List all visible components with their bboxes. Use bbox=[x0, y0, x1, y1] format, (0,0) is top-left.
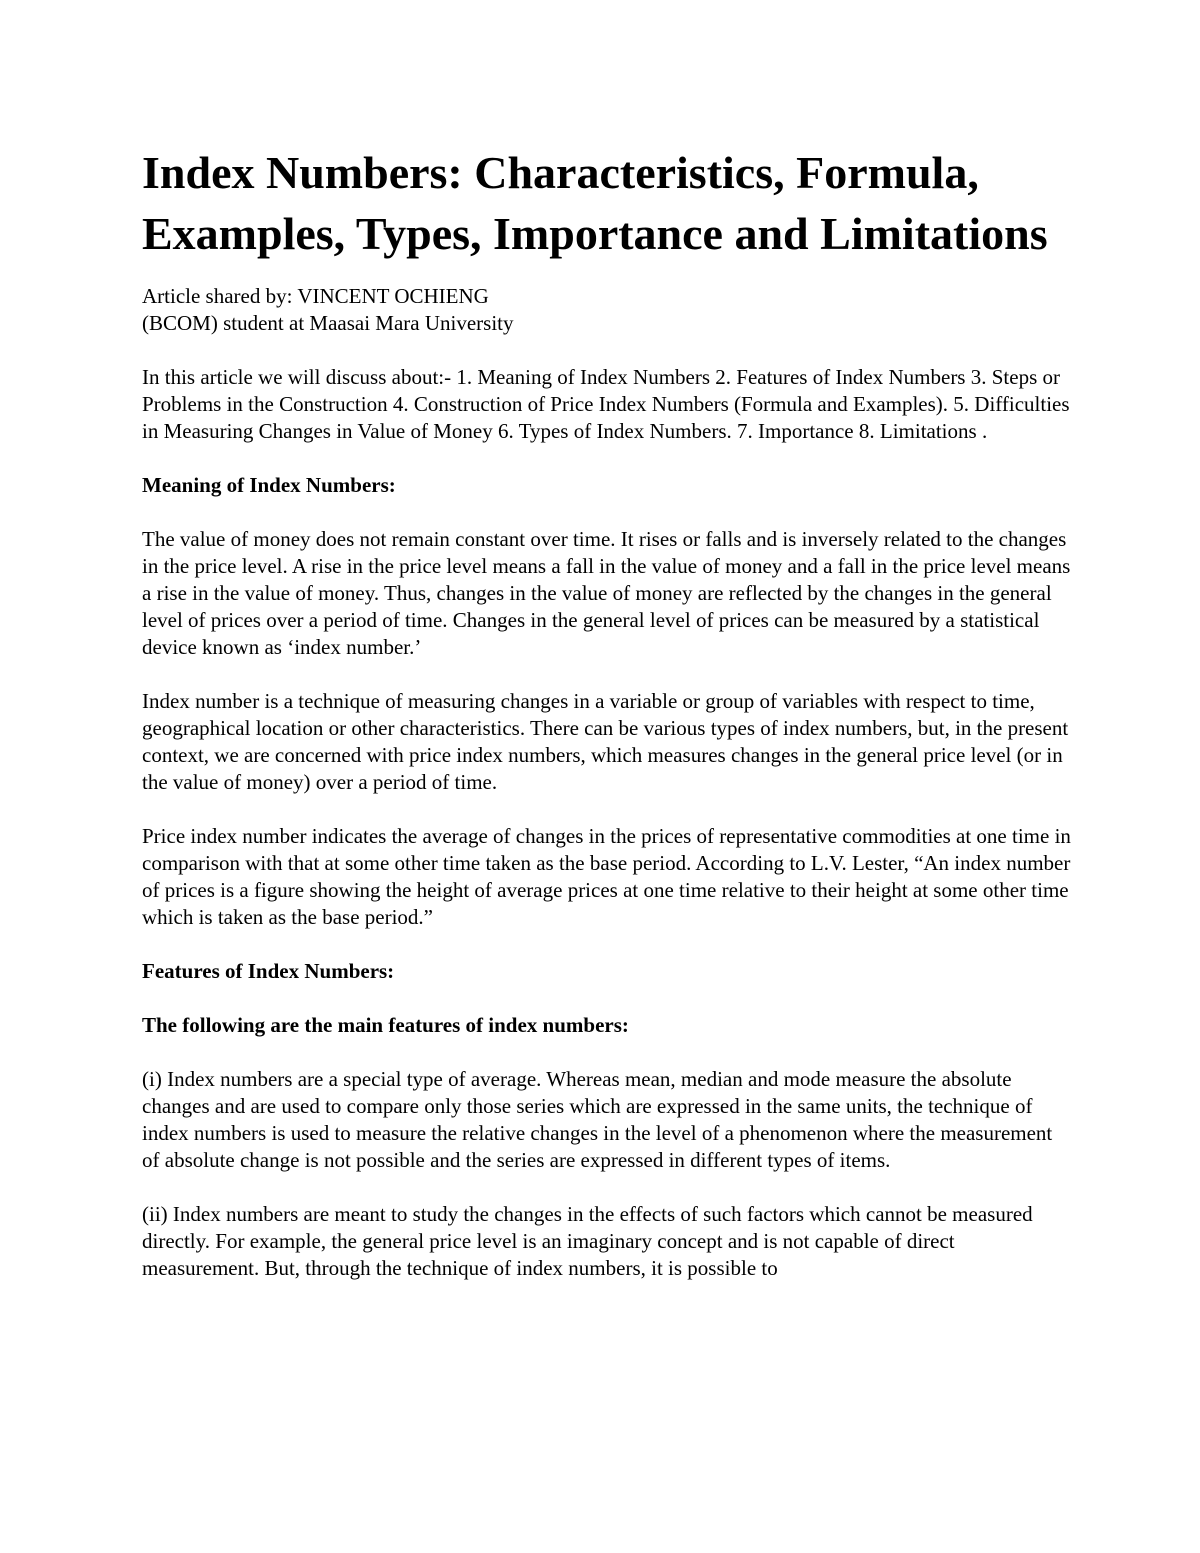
meaning-paragraph-2: Index number is a technique of measuring changes in a variable or group of variables with respect to time, geographical location or other characteristics. There can be various types of index numbers, but, in the present context, we are concerned with price index numbers, which measures changes in the general price level (or in the value of money) over a period of time. bbox=[142, 689, 1069, 794]
affiliation-line: (BCOM) student at Maasai Mara University bbox=[142, 311, 514, 335]
meaning-paragraph-1: The value of money does not remain constant over time. It rises or falls and is inversely related to the changes in the price level. A rise in the price level means a fall in the value of money and a fall in the price level means a rise in the value of money. Thus, changes in the value of money are reflected by the changes in the general level of prices over a period of time. Changes in the general level of prices can be measured by a statistical device known as ‘index number.’ bbox=[142, 527, 1071, 659]
article-title: Index Numbers: Characteristics, Formula, Examples, Types, Importance and Limitations bbox=[142, 147, 1048, 259]
meaning-paragraph-3: Price index number indicates the average of changes in the prices of representative commodities at one time in comparison with that at some other time taken as the base period. According to L.V. Lester, “An index number of prices is a figure showing the height of average prices at one time relative to their height at some other time which is taken as the base period.” bbox=[142, 824, 1071, 929]
contents-intro: In this article we will discuss about:- 1. Meaning of Index Numbers 2. Features of Index Numbers 3. Steps or Problems in the Construction 4. Construction of Price Index Numbers (Formula and Examples). 5. Difficulties in Measuring Changes in Value of Money 6. Types of Index Numbers. 7. Importance 8. Limitations . bbox=[142, 365, 1070, 443]
author-line: Article shared by: VINCENT OCHIENG bbox=[142, 284, 489, 308]
article-body bbox=[142, 142, 1072, 1309]
section-heading-meaning: Meaning of Index Numbers: bbox=[142, 473, 396, 497]
features-paragraph-1: (i) Index numbers are a special type of average. Whereas mean, median and mode measure the absolute changes and are used to compare only those series which are expressed in the same units, the technique of index numbers is used to measure the relative changes in the level of a phenomenon where the measurement of absolute change is not possible and the series are expressed in different types of items. bbox=[142, 1067, 1053, 1172]
features-subheading: The following are the main features of index numbers: bbox=[142, 1013, 629, 1037]
features-paragraph-2: (ii) Index numbers are meant to study the changes in the effects of such factors which cannot be measured directly. For example, the general price level is an imaginary concept and is not capable of direct measurement. But, through the technique of index numbers, it is possible to bbox=[142, 1202, 1033, 1280]
section-heading-features: Features of Index Numbers: bbox=[142, 959, 395, 983]
